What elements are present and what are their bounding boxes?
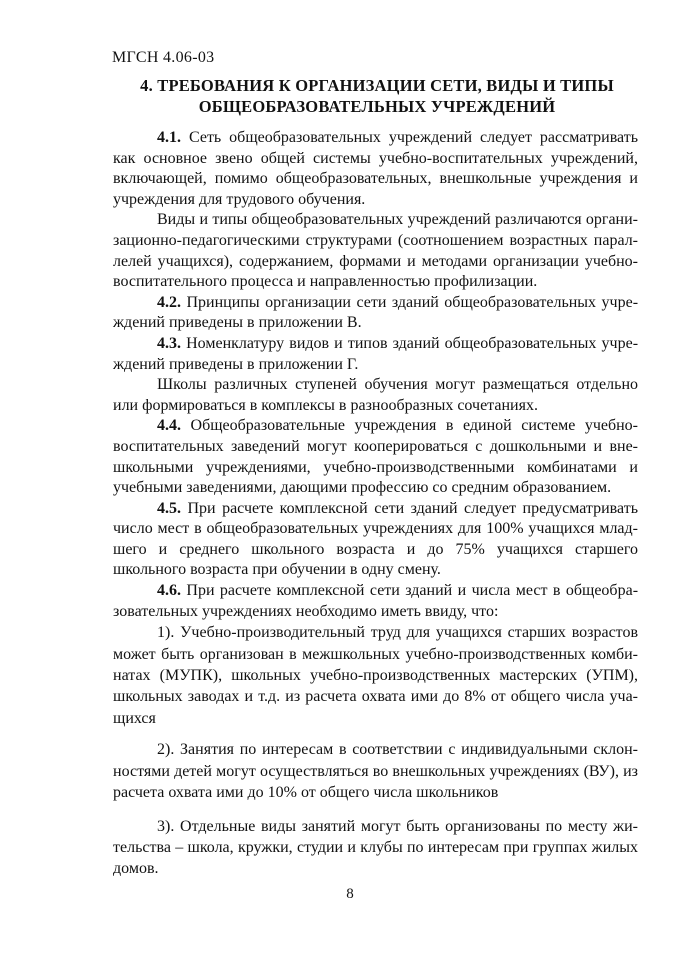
paragraph-4-3: [113, 334, 638, 375]
paragraph-4-1-b: Виды и типы общеобразовательных учреждений различаются организационно-педагогическими структурами (соотношением возрастных параллелей учащихся), содержанием, формами и методами организации учебно-воспитательного процесса и направленностью профилизации.: [113, 211, 638, 291]
paragraph-4-6: [113, 581, 638, 622]
section-title-line-1: 4. ТРЕБОВАНИЯ К ОРГАНИЗАЦИИ СЕТИ, ВИДЫ И ТИПЫ: [140, 76, 614, 95]
paragraph-4-4: [113, 416, 638, 498]
clause-number: 4.1.: [157, 129, 181, 146]
paragraph-4-2: [113, 293, 638, 334]
paragraph-text: При расчете комплексной сети зданий и числа мест в общеобразовательных учреждениях необходимо иметь ввиду, что:: [113, 582, 639, 620]
list-item-3: 3). Отдельные виды занятий могут быть организованы по месту жительства – школа, кружки, студии и клубы по интересам при группах жилых домов.: [113, 817, 638, 878]
paragraph-text: Сеть общеобразовательных учреждений следует рассматривать как основное звено общей системы учебно-воспитательных учреждений, включающей, помимо общеобразовательных, внешкольные учреждения и учреждения для трудового обучения.: [113, 129, 639, 208]
document-body: [113, 128, 638, 880]
clause-number: 4.4.: [157, 417, 181, 435]
clause-number: 4.6.: [157, 582, 181, 600]
document-code: МГСН 4.06-03: [112, 49, 215, 66]
paragraph-text: Принципы организации сети зданий общеобразовательных учреждений приведены в приложении В.: [113, 293, 639, 332]
section-title: [112, 75, 642, 117]
section-title-line-2: ОБЩЕОБРАЗОВАТЕЛЬНЫХ УЧРЕЖДЕНИЙ: [198, 97, 556, 116]
paragraph-4-3-b: Школы различных ступеней обучения могут размещаться отдельно или формироваться в комплексы в разнообразных сочетаниях.: [113, 376, 638, 414]
list-item-2: 2). Занятия по интересам в соответствии с индивидуальными склонностями детей могут осуществляться во внешкольных учреждениях (ВУ), из расчета охвата ими до 10% от общего числа школьников: [113, 741, 638, 802]
paragraph-text: Номенклатуру видов и типов зданий общеобразовательных учреждений приведены в приложении Г.: [113, 334, 639, 373]
clause-number: 4.2.: [157, 293, 181, 311]
paragraph-text: При расчете комплексной сети зданий следует предусматривать число мест в общеобразовательных учреждениях для 100% учащихся младшего и среднего школьного возраста и до 75% учащихся старшего школьного возраста при обучении в одну смену.: [113, 499, 639, 579]
page-number: 8: [346, 886, 354, 902]
paragraph-4-1: [113, 128, 638, 210]
list-item-1: 1). Учебно-производительный труд для учащихся старших возрастов может быть организован в межшкольных учебно-производственных комбинатах (МУПК), школьных учебно-производственных мастерских (УПМ), школьных заводах и т.д. из расчета охвата ими до 8% от общего числа учащихся: [113, 624, 638, 727]
paragraph-4-5: [113, 499, 638, 581]
clause-number: 4.3.: [157, 334, 181, 352]
paragraph-text: Общеобразовательные учреждения в единой системе учебно-воспитательных заведений могут кооперироваться с дошкольными и внешкольными учреждениями, учебно-производственными комбинатами и учебными заведениями, дающими профессию со средним образованием.: [113, 417, 639, 497]
clause-number: 4.5.: [157, 499, 181, 517]
